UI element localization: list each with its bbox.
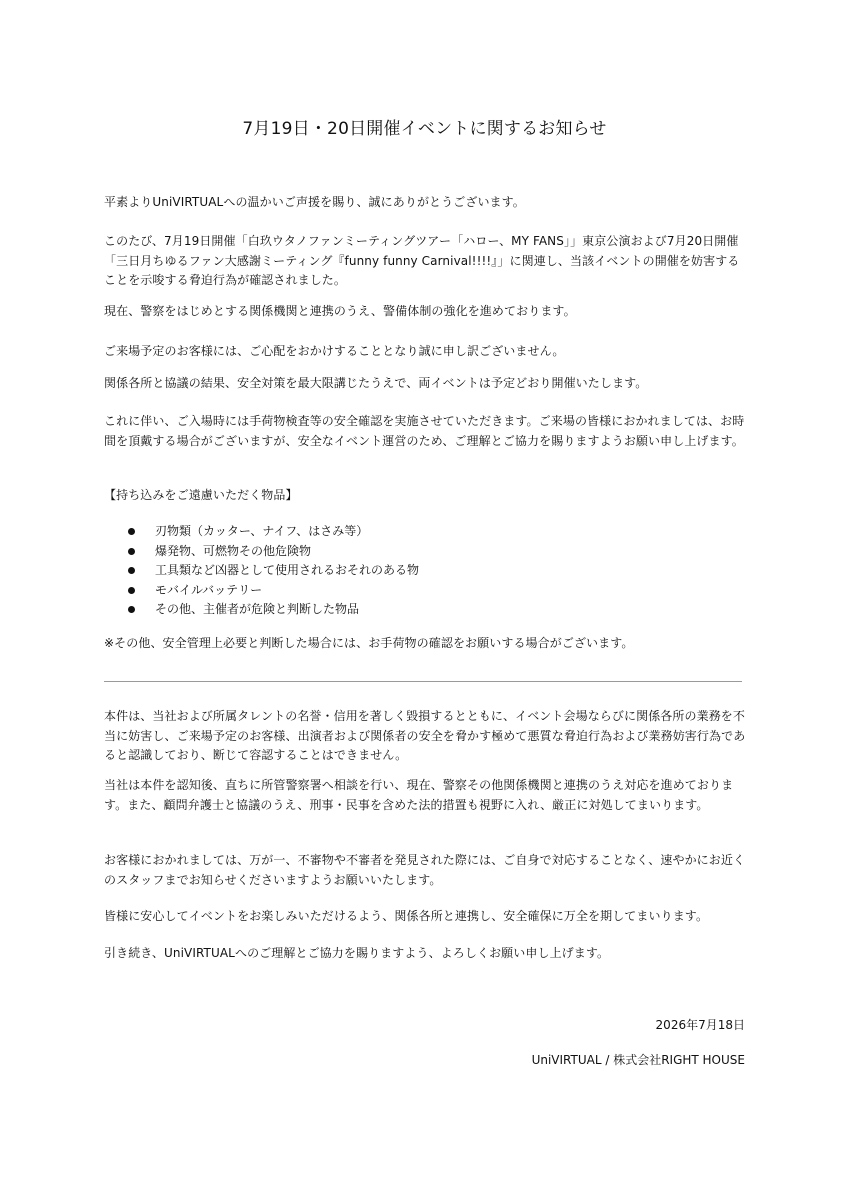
prohibited-items-list (104, 522, 746, 620)
paragraph: これに伴い、ご入場時には手荷物検査等の安全確認を実施させていただきます。ご来場の皆様におかれましては、お時間を頂戴する場合がございますが、安全なイベント運営のため、ご理解とご協力を賜りますようお願い申し上げます。 (104, 414, 745, 448)
note-text: ※その他、安全管理上必要と判断した場合には、お手荷物の確認をお願いする場合がございます。 (104, 636, 634, 650)
paragraph: このたび、7月19日開催「白玖ウタノファンミーティングツアー「ハロー、MY FANS」」東京公演および7月20日開催「三日月ちゆるファン大感謝ミーティング『funny funny Carnival!!!!』」に関連し、当該イベントの開催を妨害することを示唆する脅迫行為が確認されました。 (104, 234, 740, 287)
list-item (104, 581, 746, 601)
baggage-check-paragraph (104, 412, 746, 451)
bullet-icon (128, 606, 135, 613)
paragraph: 関係各所と協議の結果、安全対策を最大限講じたうえで、両イベントは予定どおり開催いたします。 (104, 376, 648, 390)
list-item (104, 600, 746, 620)
incident-paragraph (104, 232, 746, 291)
greeting-paragraph (104, 193, 746, 213)
paragraph: ご来場予定のお客様には、ご心配をおかけすることとなり誠に申し訳ございません。 (104, 344, 565, 358)
paragraph: 当社は本件を認知後、直ちに所管警察署へ相談を行い、現在、警察その他関係機関と連携のうえ対応を進めております。また、顧問弁護士と協議のうえ、刑事・民事を含めた法的措置も視野に入れ、厳正に対処してまいります。 (104, 778, 734, 812)
list-item (104, 522, 746, 542)
section-heading: 【持ち込みをご遠慮いただく物品】 (104, 488, 298, 502)
baggage-note (104, 634, 746, 654)
request-paragraph (104, 851, 746, 890)
bullet-icon (128, 567, 135, 574)
event-status-paragraph (104, 374, 746, 394)
bullet-icon (128, 587, 135, 594)
paragraph: 皆様に安心してイベントをお楽しみいただけるよう、関係各所と連携し、安全確保に万全を期してまいります。 (104, 909, 709, 923)
page-title: 7月19日・20日開催イベントに関するお知らせ (242, 119, 607, 139)
list-item-text: その他、主催者が危険と判断した物品 (155, 602, 360, 616)
legal-action-paragraph (104, 776, 746, 815)
paragraph: 本件は、当社および所属タレントの名誉・信用を著しく毀損するとともに、イベント会場ならびに関係各所の業務を不当に妨害し、ご来場予定のお客様、出演者および関係者の安全を脅かす極めて悪質な脅迫行為および業務妨害行為であると認識しており、断じて容認することはできません。 (104, 709, 746, 762)
list-item (104, 561, 746, 581)
paragraph: 平素よりUniVIRTUALへの温かいご声援を賜り、誠にありがとうございます。 (104, 195, 525, 209)
bullet-icon (128, 548, 135, 555)
signature: UniVIRTUAL / 株式会社RIGHT HOUSE (531, 1053, 745, 1067)
section-divider (104, 681, 742, 682)
prohibited-heading (104, 486, 746, 506)
bullet-icon (128, 528, 135, 535)
apology-paragraph (104, 342, 746, 362)
list-item-text: 爆発物、可燃物その他危険物 (155, 543, 312, 558)
paragraph: 現在、警察をはじめとする関係機関と連携のうえ、警備体制の強化を進めております。 (104, 304, 576, 318)
closing-paragraph (104, 944, 746, 964)
list-item-text: モバイルバッテリー (155, 582, 263, 597)
security-paragraph (104, 302, 746, 322)
list-item (104, 542, 746, 562)
safety-paragraph (104, 907, 746, 927)
list-item-text: 刃物類（カッター、ナイフ、はさみ等） (155, 524, 369, 538)
list-item-text: 工具類など凶器として使用されるおそれのある物 (155, 563, 420, 577)
paragraph: お客様におかれましては、万が一、不審物や不審者を発見された際には、ご自身で対応することなく、速やかにお近くのスタッフまでお知らせくださいますようお願いいたします。 (104, 853, 746, 887)
statement-paragraph (104, 707, 746, 766)
paragraph: 引き続き、UniVIRTUALへのご理解とご協力を賜りますよう、よろしくお願い申し上げます。 (104, 946, 610, 960)
issue-date: 2026年7月18日 (655, 1018, 745, 1032)
